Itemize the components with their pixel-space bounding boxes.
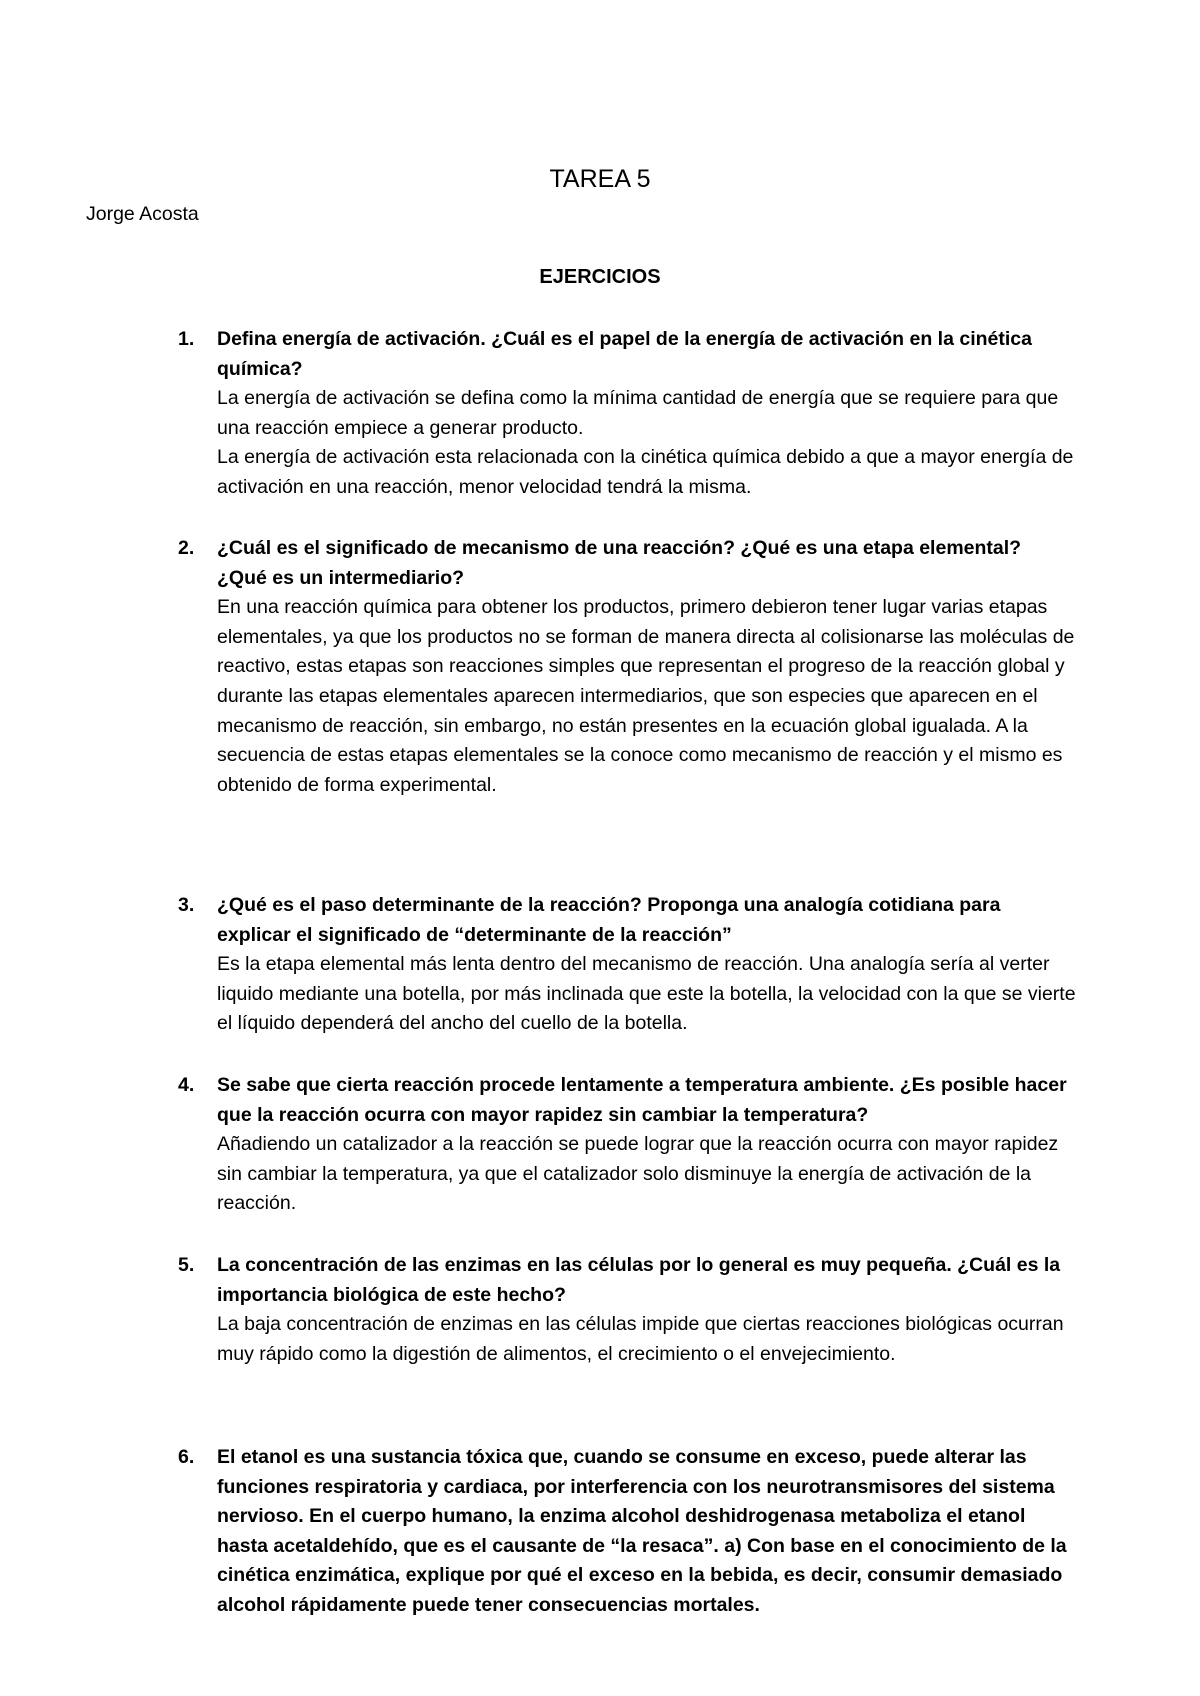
exercise-number: 4. — [178, 1074, 195, 1096]
exercise-answer: La energía de activación esta relacionada con la cinética química debido a que a mayor energía de activación en una reacción, menor velocidad tendrá la misma. — [217, 446, 1074, 498]
exercise-number: 1. — [178, 328, 195, 350]
exercise-question-extra: ¿Qué es un intermediario? — [217, 566, 465, 589]
author-name: Jorge Acosta — [86, 203, 199, 225]
exercise-body — [217, 1443, 1077, 1621]
exercise-answer: La energía de activación se defina como la mínima cantidad de energía que se requiere para que una reacción empiece a generar producto. — [217, 387, 1059, 439]
exercise-body — [217, 891, 1077, 1039]
exercise-body — [217, 1251, 1077, 1369]
exercise-answer: En una reacción química para obtener los productos, primero debieron tener lugar varias etapas elementales, ya que los productos no se forman de manera directa al colisionarse las moléculas de reactivo, estas etapas son reacciones simples que representan el progreso de la reacción global y durante las etapas elementales aparecen intermediarios, que son especies que aparecen en el mecanismo de reacción, sin embargo, no están presentes en la ecuación global igualada. A la secuencia de estas etapas elementales se la conoce como mecanismo de reacción y el mismo es obtenido de forma experimental. — [217, 596, 1075, 796]
exercise-question: La concentración de las enzimas en las células por lo general es muy pequeña. ¿Cuál es la importancia biológica de este hecho? — [217, 1254, 1061, 1306]
exercise-question: ¿Qué es el paso determinante de la reacción? Proponga una analogía cotidiana para explicar el significado de “determinante de la reacción” — [217, 894, 1001, 946]
exercise-number: 6. — [178, 1446, 195, 1468]
exercise-number: 2. — [178, 537, 195, 559]
exercise-question: ¿Cuál es el significado de mecanismo de una reacción? ¿Qué es una etapa elemental? — [217, 537, 1022, 559]
exercise-number: 5. — [178, 1254, 195, 1276]
exercise-body — [217, 1071, 1077, 1219]
document-title: TAREA 5 — [549, 165, 651, 193]
exercise-question: El etanol es una sustancia tóxica que, cuando se consume en exceso, puede alterar las funciones respiratoria y cardiaca, por interferencia con los neurotransmisores del sistema nervioso. En el cuerpo humano, la enzima alcohol deshidrogenasa metaboliza el etanol hasta acetaldehído, que es el causante de “la resaca”. a) Con base en el conocimiento de la cinética enzimática, explique por qué el exceso en la bebida, es decir, consumir demasiado alcohol rápidamente puede tener consecuencias mortales. — [217, 1446, 1067, 1616]
exercise-question: Se sabe que cierta reacción procede lentamente a temperatura ambiente. ¿Es posible hacer que la reacción ocurra con mayor rapidez sin cambiar la temperatura? — [217, 1074, 1067, 1126]
exercise-answer: Añadiendo un catalizador a la reacción se puede lograr que la reacción ocurra con mayor rapidez sin cambiar la temperatura, ya que el catalizador solo disminuye la energía de activación de la reacción. — [217, 1133, 1059, 1215]
exercise-body — [217, 325, 1077, 503]
exercise-answer: Es la etapa elemental más lenta dentro del mecanismo de reacción. Una analogía sería al verter liquido mediante una botella, por más inclinada que este la botella, la velocidad con la que se vierte el líquido dependerá del ancho del cuello de la botella. — [217, 953, 1076, 1035]
exercise-body — [217, 534, 1077, 800]
exercise-number: 3. — [178, 894, 195, 916]
exercise-question: Defina energía de activación. ¿Cuál es el papel de la energía de activación en la cinética química? — [217, 328, 1032, 380]
section-title: EJERCICIOS — [539, 266, 661, 288]
exercise-answer: La baja concentración de enzimas en las células impide que ciertas reacciones biológicas ocurran muy rápido como la digestión de alimentos, el crecimiento o el envejecimiento. — [217, 1313, 1064, 1365]
